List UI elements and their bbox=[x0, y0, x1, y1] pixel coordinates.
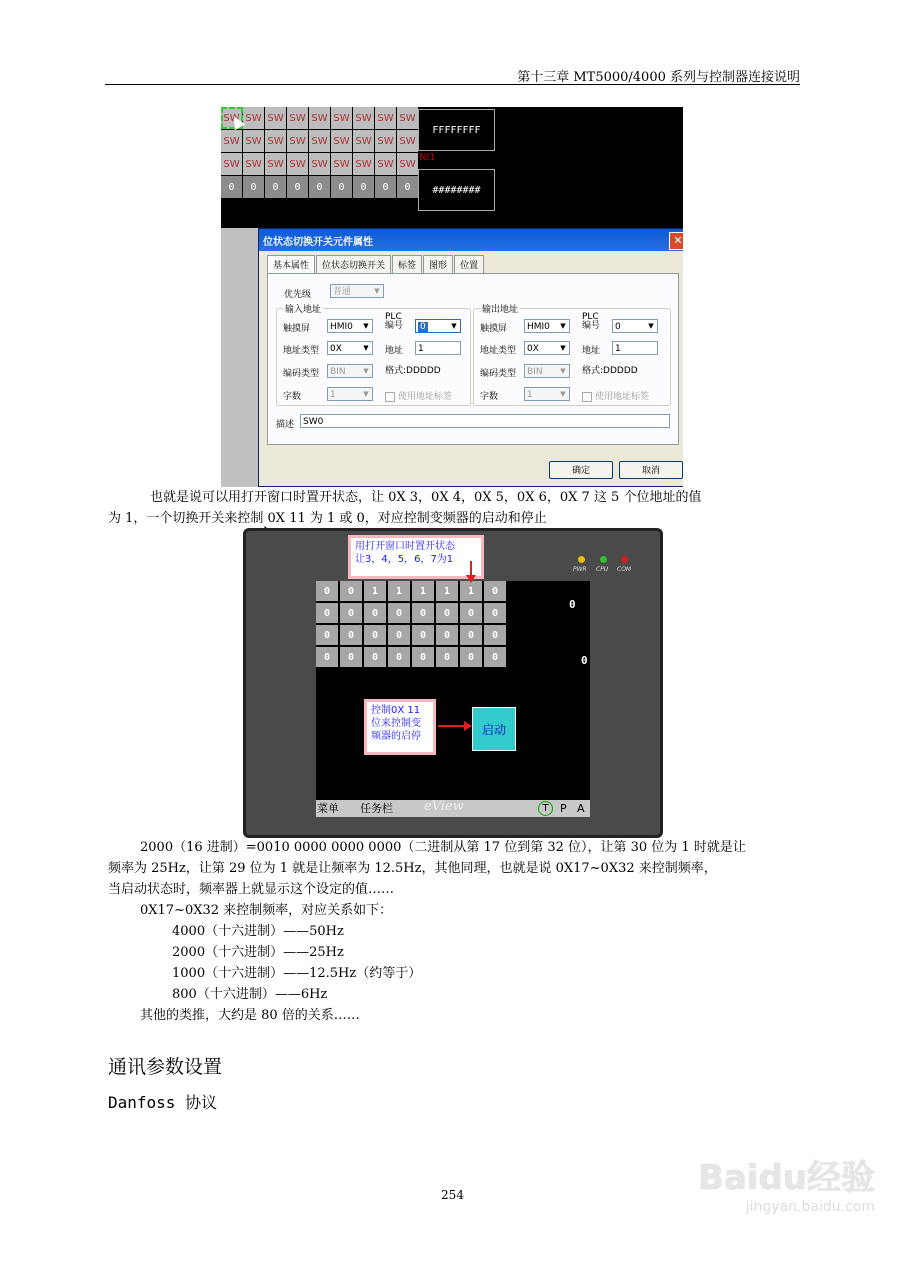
switch-cell[interactable]: SW bbox=[397, 107, 418, 129]
cpu-led bbox=[600, 556, 607, 563]
bit-cell[interactable]: 0 bbox=[388, 625, 410, 645]
switch-cell[interactable]: SW bbox=[243, 107, 264, 129]
code-type-value: BIN bbox=[330, 367, 346, 377]
mapping-item: 2000（十六进制）——25Hz bbox=[172, 945, 344, 960]
bit-cell[interactable]: 0 bbox=[436, 603, 458, 623]
chevron-down-icon: ▼ bbox=[363, 390, 369, 398]
format-label: 格式:DDDDD bbox=[385, 366, 441, 376]
switch-cell[interactable]: SW bbox=[397, 153, 418, 175]
ok-button[interactable]: 确定 bbox=[549, 461, 613, 479]
com-led bbox=[621, 556, 628, 563]
hmi-screen bbox=[316, 581, 590, 817]
value-cell[interactable]: 0 bbox=[287, 176, 308, 198]
input-address-group bbox=[276, 305, 471, 406]
switch-cell[interactable]: SW bbox=[375, 130, 396, 152]
format-label: 格式:DDDDD bbox=[582, 366, 638, 376]
switch-cell[interactable]: SW bbox=[375, 107, 396, 129]
use-tag-label: 使用地址标签 bbox=[595, 392, 650, 402]
com-label: COM bbox=[617, 566, 632, 573]
editor-side-area bbox=[221, 228, 258, 487]
chevron-down-icon: ▼ bbox=[363, 322, 369, 330]
value-cell[interactable]: 0 bbox=[397, 176, 418, 198]
use-tag-checkbox[interactable] bbox=[582, 389, 649, 402]
words-select[interactable] bbox=[524, 387, 570, 401]
switch-cell[interactable]: SW bbox=[265, 153, 286, 175]
hex-display[interactable]: FFFFFFFF bbox=[418, 109, 495, 151]
tab-toggle-switch[interactable]: 位状态切换开关 bbox=[316, 255, 391, 274]
tab-label[interactable]: 标签 bbox=[392, 255, 422, 274]
cancel-button[interactable]: 取消 bbox=[619, 461, 683, 479]
plc-label: PLC 编号 bbox=[385, 312, 404, 331]
para1-line2: 为 1，一个切换开关来控制 0X 11 为 1 或 0，对应控制变频器的启动和停止 bbox=[108, 511, 547, 526]
bit-cell[interactable]: 1 bbox=[388, 581, 410, 601]
mapping-item: 1000（十六进制）——12.5Hz（约等于） bbox=[172, 966, 422, 981]
para2-line4: 0X17~0X32 来控制频率，对应关系如下： bbox=[140, 903, 393, 918]
bit-cell[interactable]: 0 bbox=[460, 647, 482, 667]
switch-cell[interactable]: SW bbox=[221, 107, 242, 129]
desc-input[interactable]: SW0 bbox=[300, 414, 670, 428]
taskbar-t-icon[interactable]: T bbox=[538, 801, 553, 816]
plc-select[interactable] bbox=[415, 319, 461, 333]
code-type-label: 编码类型 bbox=[480, 369, 517, 379]
bit-grid bbox=[316, 581, 506, 667]
watermark-brand: Baidu经验 bbox=[697, 1158, 875, 1198]
addr-input[interactable]: 1 bbox=[612, 341, 658, 355]
checkbox-icon bbox=[385, 392, 395, 402]
bit-cell[interactable]: 0 bbox=[412, 603, 434, 623]
bit-cell[interactable]: 0 bbox=[460, 603, 482, 623]
bit-cell[interactable]: 0 bbox=[340, 603, 362, 623]
value-cell[interactable]: 0 bbox=[265, 176, 286, 198]
bit-cell[interactable]: 0 bbox=[316, 647, 338, 667]
bit-cell[interactable]: 0 bbox=[340, 647, 362, 667]
switch-cell[interactable]: SW bbox=[243, 153, 264, 175]
switch-cell[interactable]: SW bbox=[287, 153, 308, 175]
value-cell[interactable]: 0 bbox=[375, 176, 396, 198]
callout-line: 用打开窗口时置开状态 bbox=[355, 541, 455, 552]
switch-cell[interactable]: SW bbox=[309, 130, 330, 152]
bit-cell[interactable]: 0 bbox=[460, 625, 482, 645]
tab-panel bbox=[267, 273, 679, 445]
bit-cell[interactable]: 0 bbox=[364, 603, 386, 623]
touch-select[interactable] bbox=[327, 319, 373, 333]
callout-line: 让3，4，5，6，7为1 bbox=[355, 554, 454, 565]
plc-select[interactable] bbox=[612, 319, 658, 333]
eview-logo: eView bbox=[424, 799, 464, 814]
touch-value: HMI0 bbox=[527, 322, 550, 332]
priority-label: 优先级 bbox=[284, 290, 312, 300]
pwr-led bbox=[578, 556, 585, 563]
chevron-down-icon: ▼ bbox=[374, 287, 380, 295]
chevron-down-icon: ▼ bbox=[451, 322, 457, 330]
chevron-down-icon: ▼ bbox=[560, 390, 566, 398]
switch-cell[interactable]: SW bbox=[265, 130, 286, 152]
bit-cell[interactable]: 0 bbox=[388, 603, 410, 623]
addr-type-label: 地址类型 bbox=[283, 346, 320, 356]
bit-cell[interactable]: 0 bbox=[412, 647, 434, 667]
switch-cell[interactable]: SW bbox=[287, 107, 308, 129]
bit-cell[interactable]: 0 bbox=[484, 625, 506, 645]
page-number: 254 bbox=[441, 1188, 464, 1202]
switch-cell[interactable]: SW bbox=[331, 130, 352, 152]
watermark-url: jingyan.baidu.com bbox=[745, 1199, 875, 1215]
bit-cell[interactable]: 0 bbox=[316, 603, 338, 623]
addr-type-select[interactable] bbox=[327, 341, 373, 355]
switch-cell[interactable]: SW bbox=[353, 107, 374, 129]
value-cell[interactable]: 0 bbox=[331, 176, 352, 198]
output-group-title: 输出地址 bbox=[480, 302, 520, 315]
para2-line3: 当启动状态时，频率器上就显示这个设定的值…… bbox=[108, 882, 395, 897]
chapter-header: 第十三章 MT5000/4000 系列与控制器连接说明 bbox=[517, 70, 800, 85]
hmi-device bbox=[243, 528, 663, 838]
addr-label: 地址 bbox=[582, 346, 601, 356]
switch-cell[interactable]: SW bbox=[243, 130, 264, 152]
input-group-title: 输入地址 bbox=[283, 302, 323, 315]
callout-line: 位来控制变 bbox=[371, 718, 421, 729]
bit-cell[interactable]: 0 bbox=[340, 581, 362, 601]
bit-cell[interactable]: 0 bbox=[436, 647, 458, 667]
code-type-select[interactable] bbox=[524, 364, 570, 378]
switch-cell[interactable]: SW bbox=[309, 107, 330, 129]
bit-cell[interactable]: 1 bbox=[364, 581, 386, 601]
bit-cell[interactable]: 0 bbox=[388, 647, 410, 667]
value-cell[interactable]: 0 bbox=[353, 176, 374, 198]
bit-cell[interactable]: 1 bbox=[436, 581, 458, 601]
switch-cell[interactable]: SW bbox=[287, 130, 308, 152]
bit-cell[interactable]: 0 bbox=[484, 603, 506, 623]
plc-value: 0 bbox=[615, 322, 621, 332]
bit-cell[interactable]: 0 bbox=[412, 625, 434, 645]
callout-control-bit bbox=[364, 699, 436, 755]
taskbar-a-button[interactable]: A bbox=[577, 802, 585, 815]
right-value-1: 0 bbox=[569, 598, 576, 611]
words-value: 1 bbox=[527, 390, 533, 400]
tab-basic[interactable]: 基本属性 bbox=[267, 255, 315, 274]
addr-type-label: 地址类型 bbox=[480, 346, 517, 356]
para2-line5: 其他的类推，大约是 80 倍的关系…… bbox=[140, 1008, 360, 1023]
tab-graphic[interactable]: 图形 bbox=[423, 255, 453, 274]
arrow-right-icon bbox=[438, 721, 472, 731]
dialog-title: 位状态切换开关元件属性 bbox=[259, 229, 683, 251]
chevron-down-icon: ▼ bbox=[363, 367, 369, 375]
numeric-display[interactable]: ######## bbox=[418, 169, 495, 211]
value-cell[interactable]: 0 bbox=[243, 176, 264, 198]
switch-cell[interactable]: SW bbox=[331, 153, 352, 175]
taskbar-p-button[interactable]: P bbox=[560, 802, 567, 815]
ni-label: NI1 bbox=[419, 152, 436, 163]
dialog-tabs bbox=[267, 255, 683, 274]
switch-cell[interactable]: SW bbox=[221, 153, 242, 175]
output-address-group bbox=[473, 305, 671, 406]
desc-label: 描述 bbox=[276, 420, 295, 430]
plc-value: 0 bbox=[420, 322, 426, 332]
chevron-down-icon: ▼ bbox=[560, 344, 566, 352]
touch-value: HMI0 bbox=[330, 322, 353, 332]
taskbar-button[interactable]: 任务栏 bbox=[360, 802, 393, 815]
addr-label: 地址 bbox=[385, 346, 404, 356]
words-select[interactable] bbox=[327, 387, 373, 401]
section-title: 通讯参数设置 bbox=[108, 1056, 223, 1078]
checkbox-icon bbox=[582, 392, 592, 402]
value-cell[interactable]: 0 bbox=[309, 176, 330, 198]
words-label: 字数 bbox=[480, 392, 499, 402]
addr-type-select[interactable] bbox=[524, 341, 570, 355]
use-tag-label: 使用地址标签 bbox=[398, 392, 453, 402]
priority-select[interactable] bbox=[330, 284, 384, 298]
switch-cell[interactable]: SW bbox=[375, 153, 396, 175]
bit-cell[interactable]: 0 bbox=[340, 625, 362, 645]
bit-cell[interactable]: 0 bbox=[316, 625, 338, 645]
switch-cell[interactable]: SW bbox=[309, 153, 330, 175]
tab-position[interactable]: 位置 bbox=[454, 255, 484, 274]
para2-line2: 频率为 25Hz，让第 29 位为 1 就是让频率为 12.5Hz，其他同理，也就是说 0X17~0X32 来控制频率， bbox=[108, 861, 717, 876]
switch-cell[interactable]: SW bbox=[353, 153, 374, 175]
use-tag-checkbox[interactable] bbox=[385, 389, 452, 402]
switch-cell[interactable]: SW bbox=[221, 130, 242, 152]
chevron-down-icon: ▼ bbox=[560, 322, 566, 330]
touch-label: 触摸屏 bbox=[480, 324, 508, 334]
switch-cell[interactable]: SW bbox=[353, 130, 374, 152]
arrow-down-icon bbox=[466, 561, 476, 583]
start-button[interactable]: 启动 bbox=[472, 707, 516, 751]
para2-line1: 2000（16 进制）=0010 0000 0000 0000（二进制从第 17 位到第 32 位），让第 30 位为 1 时就是让 bbox=[140, 840, 746, 855]
value-cell[interactable]: 0 bbox=[221, 176, 242, 198]
mapping-item: 4000（十六进制）——50Hz bbox=[172, 924, 344, 939]
bit-cell[interactable]: 0 bbox=[436, 625, 458, 645]
words-label: 字数 bbox=[283, 392, 302, 402]
code-type-select[interactable] bbox=[327, 364, 373, 378]
code-type-label: 编码类型 bbox=[283, 369, 320, 379]
words-value: 1 bbox=[330, 390, 336, 400]
bit-cell[interactable]: 0 bbox=[484, 647, 506, 667]
touch-select[interactable] bbox=[524, 319, 570, 333]
chevron-down-icon: ▼ bbox=[560, 367, 566, 375]
addr-input[interactable]: 1 bbox=[415, 341, 461, 355]
editor-screenshot bbox=[221, 107, 683, 487]
bit-cell[interactable]: 1 bbox=[460, 581, 482, 601]
properties-dialog bbox=[258, 228, 683, 487]
code-type-value: BIN bbox=[527, 367, 543, 377]
addr-type-value: 0X bbox=[527, 344, 539, 354]
bit-cell[interactable]: 0 bbox=[364, 647, 386, 667]
header-rule bbox=[105, 84, 800, 85]
bit-cell[interactable]: 0 bbox=[484, 581, 506, 601]
switch-cell[interactable]: SW bbox=[331, 107, 352, 129]
addr-type-value: 0X bbox=[330, 344, 342, 354]
plc-label: PLC 编号 bbox=[582, 312, 601, 331]
baidu-watermark bbox=[698, 1150, 875, 1215]
switch-cell[interactable]: SW bbox=[397, 130, 418, 152]
cpu-label: CPU bbox=[596, 566, 609, 573]
menu-button[interactable]: 菜单 bbox=[317, 802, 339, 815]
close-icon[interactable]: ✕ bbox=[669, 232, 683, 250]
para1-line1: 也就是说可以用打开窗口时置开状态，让 0X 3，0X 4，0X 5，0X 6，0X 7 这 5 个位地址的值 bbox=[150, 490, 702, 505]
callout-line: 频器的启停 bbox=[371, 731, 421, 742]
chevron-down-icon: ▼ bbox=[363, 344, 369, 352]
right-value-2: 0 bbox=[581, 654, 588, 667]
section-subtitle: Danfoss 协议 bbox=[108, 1093, 218, 1112]
callout-open-window bbox=[348, 535, 484, 579]
bit-cell[interactable]: 0 bbox=[364, 625, 386, 645]
chevron-down-icon: ▼ bbox=[648, 322, 654, 330]
pwr-label: PWR bbox=[573, 566, 587, 573]
bit-cell[interactable]: 0 bbox=[316, 581, 338, 601]
callout-line: 控制0X 11 bbox=[371, 705, 421, 716]
switch-grid bbox=[221, 107, 418, 198]
touch-label: 触摸屏 bbox=[283, 324, 311, 334]
bit-cell[interactable]: 1 bbox=[412, 581, 434, 601]
priority-value: 普通 bbox=[333, 287, 352, 297]
mapping-item: 800（十六进制）——6Hz bbox=[172, 987, 328, 1002]
switch-cell[interactable]: SW bbox=[265, 107, 286, 129]
